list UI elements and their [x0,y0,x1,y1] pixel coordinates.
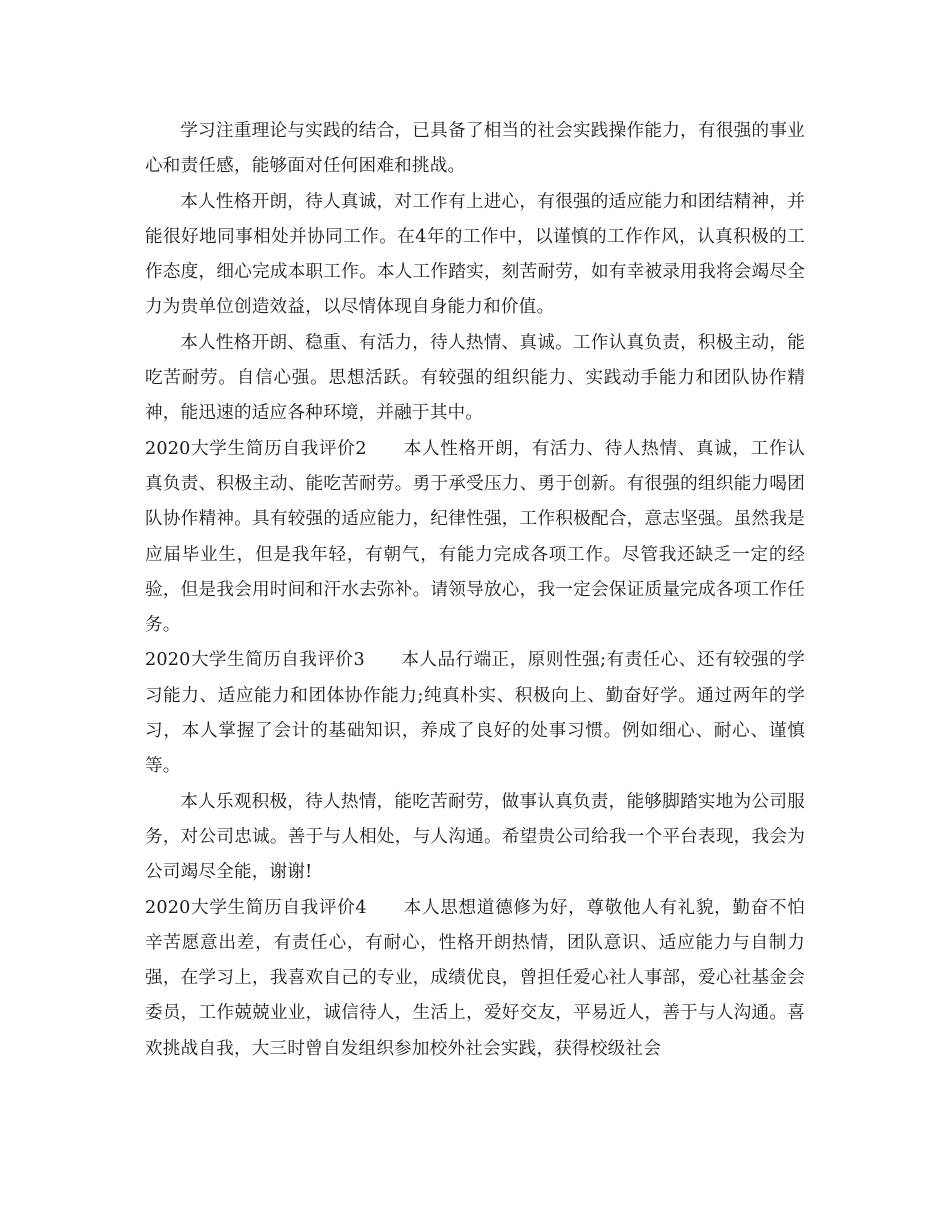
paragraph-text: 学习注重理论与实践的结合，已具备了相当的社会实践操作能力，有很强的事业心和责任感，能够面对任何困难和挑战。 [145,121,805,177]
paragraph-3 [145,326,805,432]
paragraph-1 [145,114,805,185]
paragraph-2 [145,185,805,326]
paragraph-text: 本人性格开朗、稳重、有活力，待人热情、真诚。工作认真负责，积极主动，能吃苦耐劳。自信心强。思想活跃。有较强的组织能力、实践动手能力和团队协作精神，能迅速的适应各种环境，并融于其中。 [145,332,805,424]
paragraph-text: 本人乐观积极，待人热情，能吃苦耐劳，做事认真负责，能够脚踏实地为公司服务，对公司忠诚。善于与人相处，与人沟通。希望贵公司给我一个平台表现，我会为公司竭尽全能，谢谢! [145,791,805,883]
section-heading-4: 2020大学生简历自我评价4 [145,897,404,918]
paragraph-text: 本人品行端正，原则性强;有责任心、还有较强的学习能力、适应能力和团体协作能力;纯真朴实、积极向上、勤奋好学。通过两年的学习，本人掌握了会计的基础知识，养成了良好的处事习惯。例如细心、耐心、谨慎等。 [145,650,806,777]
paragraph-6 [145,785,805,891]
paragraph-5 [145,643,805,784]
paragraph-4 [145,432,805,644]
paragraph-7 [145,891,805,1067]
paragraph-text: 本人性格开朗，待人真诚，对工作有上进心，有很强的适应能力和团结精神，并能很好地同事相处并协同工作。在4年的工作中，以谨慎的工作作风，认真积极的工作态度，细心完成本职工作。本人工作踏实，刻苦耐劳，如有幸被录用我将会竭尽全力为贵单位创造效益，以尽情体现自身能力和价值。 [145,191,805,318]
paragraph-text: 本人性格开朗，有活力、待人热情、真诚，工作认真负责、积极主动、能吃苦耐劳。勇于承受压力、勇于创新。有很强的组织能力喝团队协作精神。具有较强的适应能力，纪律性强，工作积极配合，意志坚强。虽然我是应届毕业生，但是我年轻，有朝气，有能力完成各项工作。尽管我还缺乏一定的经验，但是我会用时间和汗水去弥补。请领导放心，我一定会保证质量完成各项工作任务。 [145,438,806,636]
document-body [145,114,805,1067]
paragraph-text: 本人思想道德修为好，尊敬他人有礼貌，勤奋不怕辛苦愿意出差，有责任心，有耐心，性格开朗热情，团队意识、适应能力与自制力强，在学习上，我喜欢自己的专业，成绩优良，曾担任爱心社人事部，爱心社基金会委员，工作兢兢业业，诚信待人，生活上，爱好交友，平易近人，善于与人沟通。喜欢挑战自我，大三时曾自发组织参加校外社会实践，获得校级社会 [145,897,806,1059]
section-heading-3: 2020大学生简历自我评价3 [145,650,402,671]
section-heading-2: 2020大学生简历自我评价2 [145,438,404,459]
